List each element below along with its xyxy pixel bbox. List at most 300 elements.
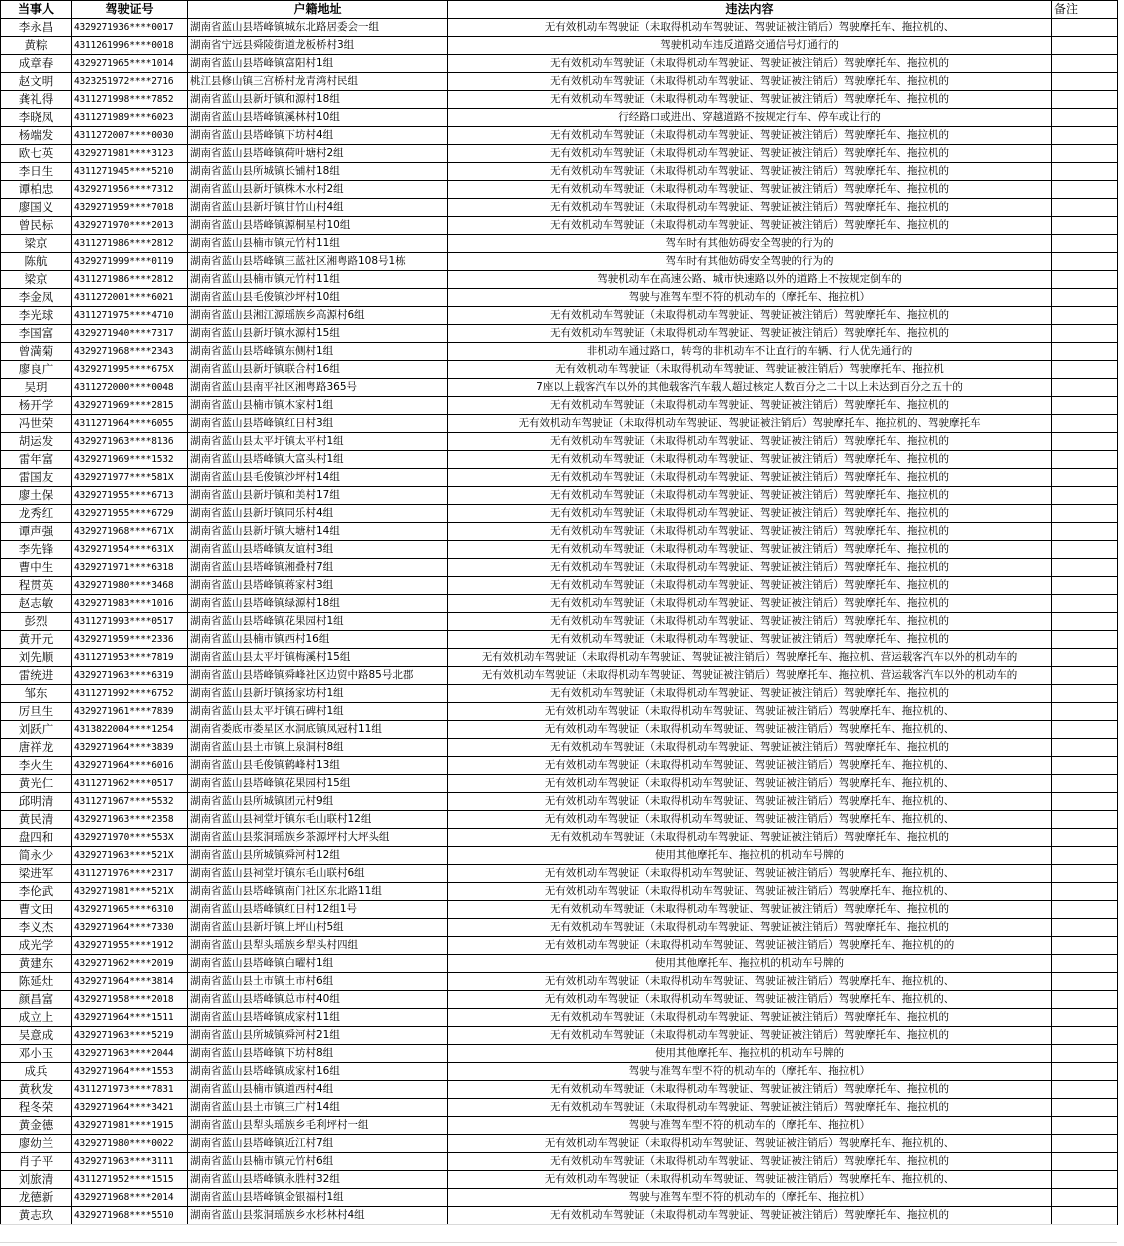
violation-cell[interactable]: 无有效机动车驾驶证（未取得机动车驾驶证、驾驶证被注销后）驾驶摩托车、拖拉机 <box>448 361 1052 379</box>
remark-cell[interactable] <box>1052 883 1118 901</box>
address-cell[interactable]: 湖南省蓝山县新圩镇甘竹山村4组 <box>188 199 448 217</box>
license-number-cell[interactable]: 4329271954****631X <box>72 541 188 559</box>
remark-cell[interactable] <box>1052 631 1118 649</box>
license-number-cell[interactable]: 4311271986****2812 <box>72 271 188 289</box>
license-number-cell[interactable]: 4329271983****1016 <box>72 595 188 613</box>
violation-cell[interactable]: 无有效机动车驾驶证（未取得机动车驾驶证、驾驶证被注销后）驾驶摩托车、拖拉机的 <box>448 739 1052 757</box>
address-cell[interactable]: 湖南省蓝山县毛俊镇沙坪村14组 <box>188 469 448 487</box>
party-name-cell[interactable]: 黄光仁 <box>1 775 72 793</box>
address-cell[interactable]: 湖南省蓝山县塔峰镇红日村12组1号 <box>188 901 448 919</box>
party-name-cell[interactable]: 盘四和 <box>1 829 72 847</box>
address-cell[interactable]: 湖南省蓝山县新圩镇上坪山村5组 <box>188 919 448 937</box>
party-name-cell[interactable]: 廖良广 <box>1 361 72 379</box>
party-name-cell[interactable]: 廖土保 <box>1 487 72 505</box>
license-number-cell[interactable]: 4329271962****2019 <box>72 955 188 973</box>
license-number-cell[interactable]: 4311271975****4710 <box>72 307 188 325</box>
violation-cell[interactable]: 无有效机动车驾驶证（未取得机动车驾驶证、驾驶证被注销后）驾驶摩托车、拖拉机的、 <box>448 793 1052 811</box>
address-cell[interactable]: 湖南省蓝山县浆洞瑶族乡水杉林村4组 <box>188 1207 448 1225</box>
party-name-cell[interactable]: 谭声强 <box>1 523 72 541</box>
remark-cell[interactable] <box>1052 1135 1118 1153</box>
license-number-cell[interactable]: 4329271965****1014 <box>72 55 188 73</box>
address-cell[interactable]: 湖南省蓝山县毛俊镇沙坪村10组 <box>188 289 448 307</box>
license-number-cell[interactable]: 4311272001****6021 <box>72 289 188 307</box>
address-cell[interactable]: 湖南省蓝山县浆洞瑶族乡茶源坪村大坪头组 <box>188 829 448 847</box>
remark-cell[interactable] <box>1052 1153 1118 1171</box>
remark-cell[interactable] <box>1052 217 1118 235</box>
license-number-cell[interactable]: 4329271964****7330 <box>72 919 188 937</box>
violation-cell[interactable]: 无有效机动车驾驶证（未取得机动车驾驶证、驾驶证被注销后）驾驶摩托车、拖拉机的 <box>448 325 1052 343</box>
violation-cell[interactable]: 无有效机动车驾驶证（未取得机动车驾驶证、驾驶证被注销后）驾驶摩托车、拖拉机的、 <box>448 775 1052 793</box>
remark-cell[interactable] <box>1052 1099 1118 1117</box>
license-number-cell[interactable]: 4311271962****0517 <box>72 775 188 793</box>
license-number-cell[interactable]: 4329271959****7018 <box>72 199 188 217</box>
license-number-cell[interactable]: 4311271952****1515 <box>72 1171 188 1189</box>
license-number-cell[interactable]: 4329271968****5510 <box>72 1207 188 1225</box>
license-number-cell[interactable]: 4311271989****6023 <box>72 109 188 127</box>
violation-cell[interactable]: 无有效机动车驾驶证（未取得机动车驾驶证、驾驶证被注销后）驾驶摩托车、拖拉机的、 <box>448 865 1052 883</box>
party-name-cell[interactable]: 李国富 <box>1 325 72 343</box>
remark-cell[interactable] <box>1052 595 1118 613</box>
violation-cell[interactable]: 非机动车通过路口，转弯的非机动车不让直行的车辆、行人优先通行的 <box>448 343 1052 361</box>
address-cell[interactable]: 湖南省蓝山县塔峰镇总市村40组 <box>188 991 448 1009</box>
address-cell[interactable]: 湖南省蓝山县塔峰镇下坊村8组 <box>188 1045 448 1063</box>
address-cell[interactable]: 湖南省蓝山县祠堂圩镇东毛山联村12组 <box>188 811 448 829</box>
violation-cell[interactable]: 无有效机动车驾驶证（未取得机动车驾驶证、驾驶证被注销后）驾驶摩托车、拖拉机的 <box>448 685 1052 703</box>
party-name-cell[interactable]: 雷统进 <box>1 667 72 685</box>
remark-cell[interactable] <box>1052 181 1118 199</box>
party-name-cell[interactable]: 黄粽 <box>1 37 72 55</box>
violation-cell[interactable]: 无有效机动车驾驶证（未取得机动车驾驶证、驾驶证被注销后）驾驶摩托车、拖拉机、营运载客汽车以外的机动车的 <box>448 667 1052 685</box>
violation-cell[interactable]: 无有效机动车驾驶证（未取得机动车驾驶证、驾驶证被注销后）驾驶摩托车、拖拉机的、 <box>448 1135 1052 1153</box>
party-name-cell[interactable]: 杨开学 <box>1 397 72 415</box>
address-cell[interactable]: 湖南省蓝山县塔峰镇近江村7组 <box>188 1135 448 1153</box>
address-cell[interactable]: 湖南省蓝山县新圩镇同乐村4组 <box>188 505 448 523</box>
address-cell[interactable]: 湖南省蓝山县祠堂圩镇东毛山联村6组 <box>188 865 448 883</box>
violation-cell[interactable]: 无有效机动车驾驶证（未取得机动车驾驶证、驾驶证被注销后）驾驶摩托车、拖拉机的 <box>448 1009 1052 1027</box>
address-cell[interactable]: 湖南省宁远县舜陵街道龙板桥村3组 <box>188 37 448 55</box>
party-name-cell[interactable]: 雷年富 <box>1 451 72 469</box>
address-cell[interactable]: 湖南省蓝山县新圩镇水源村15组 <box>188 325 448 343</box>
violation-cell[interactable]: 无有效机动车驾驶证（未取得机动车驾驶证、驾驶证被注销后）驾驶摩托车、拖拉机的、 <box>448 883 1052 901</box>
address-cell[interactable]: 湖南省蓝山县塔峰镇红日村3组 <box>188 415 448 433</box>
party-name-cell[interactable]: 成章春 <box>1 55 72 73</box>
remark-cell[interactable] <box>1052 253 1118 271</box>
violation-cell[interactable]: 驾车时有其他妨碍安全驾驶的行为的 <box>448 235 1052 253</box>
violation-cell[interactable]: 无有效机动车驾驶证（未取得机动车驾驶证、驾驶证被注销后）驾驶摩托车、拖拉机的 <box>448 595 1052 613</box>
party-name-cell[interactable]: 程冬荣 <box>1 1099 72 1117</box>
license-number-cell[interactable]: 4311272007****0030 <box>72 127 188 145</box>
party-name-cell[interactable]: 梁京 <box>1 235 72 253</box>
license-number-cell[interactable]: 4329271958****2018 <box>72 991 188 1009</box>
party-name-cell[interactable]: 雷国友 <box>1 469 72 487</box>
violation-cell[interactable]: 驾驶与准驾车型不符的机动车的（摩托车、拖拉机） <box>448 1063 1052 1081</box>
violation-cell[interactable]: 7座以上载客汽车以外的其他载客汽车载人超过核定人数百分之二十以上未达到百分之五十的 <box>448 379 1052 397</box>
license-number-cell[interactable]: 4329271964****3839 <box>72 739 188 757</box>
party-name-cell[interactable]: 欧七英 <box>1 145 72 163</box>
party-name-cell[interactable]: 李日生 <box>1 163 72 181</box>
party-name-cell[interactable]: 龙德新 <box>1 1189 72 1207</box>
violation-cell[interactable]: 无有效机动车驾驶证（未取得机动车驾驶证、驾驶证被注销后）驾驶摩托车、拖拉机的 <box>448 541 1052 559</box>
license-number-cell[interactable]: 4329271981****3123 <box>72 145 188 163</box>
violation-cell[interactable]: 驾车时有其他妨碍安全驾驶的行为的 <box>448 253 1052 271</box>
address-cell[interactable]: 湖南省蓝山县楠市镇道西村4组 <box>188 1081 448 1099</box>
violation-cell[interactable]: 无有效机动车驾驶证（未取得机动车驾驶证、驾驶证被注销后）驾驶摩托车、拖拉机的 <box>448 181 1052 199</box>
party-name-cell[interactable]: 邓小玉 <box>1 1045 72 1063</box>
violation-cell[interactable]: 无有效机动车驾驶证（未取得机动车驾驶证、驾驶证被注销后）驾驶摩托车、拖拉机的 <box>448 1207 1052 1225</box>
violation-cell[interactable]: 无有效机动车驾驶证（未取得机动车驾驶证、驾驶证被注销后）驾驶摩托车、拖拉机的、 <box>448 757 1052 775</box>
party-name-cell[interactable]: 廖幼兰 <box>1 1135 72 1153</box>
address-cell[interactable]: 湖南省蓝山县太平圩镇太平村1组 <box>188 433 448 451</box>
violation-cell[interactable]: 无有效机动车驾驶证（未取得机动车驾驶证、驾驶证被注销后）驾驶摩托车、拖拉机的 <box>448 91 1052 109</box>
party-name-cell[interactable]: 廖国义 <box>1 199 72 217</box>
remark-cell[interactable] <box>1052 937 1118 955</box>
violation-cell[interactable]: 无有效机动车驾驶证（未取得机动车驾驶证、驾驶证被注销后）驾驶摩托车、拖拉机的 <box>448 829 1052 847</box>
remark-cell[interactable] <box>1052 415 1118 433</box>
address-cell[interactable]: 湖南省蓝山县所城镇舜河村21组 <box>188 1027 448 1045</box>
remark-cell[interactable] <box>1052 1009 1118 1027</box>
license-number-cell[interactable]: 4311272000****0048 <box>72 379 188 397</box>
party-name-cell[interactable]: 赵志敏 <box>1 595 72 613</box>
violation-cell[interactable]: 无有效机动车驾驶证（未取得机动车驾驶证、驾驶证被注销后）驾驶摩托车、拖拉机的 <box>448 73 1052 91</box>
party-name-cell[interactable]: 黄开元 <box>1 631 72 649</box>
violation-cell[interactable]: 无有效机动车驾驶证（未取得机动车驾驶证、驾驶证被注销后）驾驶摩托车、拖拉机的、 <box>448 973 1052 991</box>
party-name-cell[interactable]: 梁京 <box>1 271 72 289</box>
remark-cell[interactable] <box>1052 127 1118 145</box>
remark-cell[interactable] <box>1052 109 1118 127</box>
license-number-cell[interactable]: 4311271967****5532 <box>72 793 188 811</box>
address-cell[interactable]: 湖南省蓝山县所城镇团元村9组 <box>188 793 448 811</box>
party-name-cell[interactable]: 吴意成 <box>1 1027 72 1045</box>
violation-cell[interactable]: 无有效机动车驾驶证（未取得机动车驾驶证、驾驶证被注销后）驾驶摩托车、拖拉机的 <box>448 1027 1052 1045</box>
remark-cell[interactable] <box>1052 973 1118 991</box>
party-name-cell[interactable]: 彭烈 <box>1 613 72 631</box>
violation-cell[interactable]: 无有效机动车驾驶证（未取得机动车驾驶证、驾驶证被注销后）驾驶摩托车、拖拉机的 <box>448 523 1052 541</box>
license-number-cell[interactable]: 4311271964****6055 <box>72 415 188 433</box>
party-name-cell[interactable]: 黄秋发 <box>1 1081 72 1099</box>
violation-cell[interactable]: 无有效机动车驾驶证（未取得机动车驾驶证、驾驶证被注销后）驾驶摩托车、拖拉机的 <box>448 199 1052 217</box>
party-name-cell[interactable]: 黄金德 <box>1 1117 72 1135</box>
violation-cell[interactable]: 无有效机动车驾驶证（未取得机动车驾驶证、驾驶证被注销后）驾驶摩托车、拖拉机的、 <box>448 721 1052 739</box>
violation-cell[interactable]: 驾驶机动车违反道路交通信号灯通行的 <box>448 37 1052 55</box>
address-cell[interactable]: 湖南省蓝山县犁头瑶族乡毛利坪村一组 <box>188 1117 448 1135</box>
violation-cell[interactable]: 无有效机动车驾驶证（未取得机动车驾驶证、驾驶证被注销后）驾驶摩托车、拖拉机的、驾驶摩托车 <box>448 415 1052 433</box>
violation-cell[interactable]: 使用其他摩托车、拖拉机的机动车号牌的 <box>448 1045 1052 1063</box>
remark-cell[interactable] <box>1052 1027 1118 1045</box>
party-name-cell[interactable]: 成光学 <box>1 937 72 955</box>
remark-cell[interactable] <box>1052 73 1118 91</box>
party-name-cell[interactable]: 厉旦生 <box>1 703 72 721</box>
violation-cell[interactable]: 无有效机动车驾驶证（未取得机动车驾驶证、驾驶证被注销后）驾驶摩托车、拖拉机的 <box>448 469 1052 487</box>
violation-cell[interactable]: 无有效机动车驾驶证（未取得机动车驾驶证、驾驶证被注销后）驾驶摩托车、拖拉机的、 <box>448 1171 1052 1189</box>
party-name-cell[interactable]: 李晓凤 <box>1 109 72 127</box>
license-number-cell[interactable]: 4329271964****3814 <box>72 973 188 991</box>
address-cell[interactable]: 湖南省蓝山县楠市镇木家村1组 <box>188 397 448 415</box>
address-cell[interactable]: 湖南省蓝山县塔峰镇成家村11组 <box>188 1009 448 1027</box>
remark-cell[interactable] <box>1052 1117 1118 1135</box>
remark-cell[interactable] <box>1052 703 1118 721</box>
license-number-cell[interactable]: 4311271945****5210 <box>72 163 188 181</box>
remark-cell[interactable] <box>1052 1063 1118 1081</box>
address-cell[interactable]: 湖南省蓝山县塔峰镇花果园村1组 <box>188 613 448 631</box>
party-name-cell[interactable]: 李火生 <box>1 757 72 775</box>
remark-cell[interactable] <box>1052 721 1118 739</box>
license-number-cell[interactable]: 4329271969****1532 <box>72 451 188 469</box>
violation-cell[interactable]: 无有效机动车驾驶证（未取得机动车驾驶证、驾驶证被注销后）驾驶摩托车、拖拉机的 <box>448 397 1052 415</box>
address-cell[interactable]: 湖南省蓝山县塔峰镇大富头村1组 <box>188 451 448 469</box>
address-cell[interactable]: 湖南省蓝山县塔峰镇永胜村32组 <box>188 1171 448 1189</box>
address-cell[interactable]: 湖南省蓝山县塔峰镇南门社区东北路11组 <box>188 883 448 901</box>
license-number-cell[interactable]: 4311271953****7819 <box>72 649 188 667</box>
violation-cell[interactable]: 无有效机动车驾驶证（未取得机动车驾驶证、驾驶证被注销后）驾驶摩托车、拖拉机的的 <box>448 937 1052 955</box>
license-number-cell[interactable]: 4329271963****3111 <box>72 1153 188 1171</box>
remark-cell[interactable] <box>1052 523 1118 541</box>
license-number-cell[interactable]: 4323251972****2716 <box>72 73 188 91</box>
party-name-cell[interactable]: 曹中生 <box>1 559 72 577</box>
remark-cell[interactable] <box>1052 1207 1118 1225</box>
address-cell[interactable]: 湖南省蓝山县塔峰镇城东北路居委会一组 <box>188 19 448 37</box>
license-number-cell[interactable]: 4329271956****7312 <box>72 181 188 199</box>
remark-cell[interactable] <box>1052 613 1118 631</box>
address-cell[interactable]: 湖南省蓝山县所城镇舜河村12组 <box>188 847 448 865</box>
party-name-cell[interactable]: 冯世荣 <box>1 415 72 433</box>
address-cell[interactable]: 湖南省蓝山县塔峰镇源桐星村10组 <box>188 217 448 235</box>
address-cell[interactable]: 湖南省蓝山县塔峰镇溪林村10组 <box>188 109 448 127</box>
address-cell[interactable]: 湖南省蓝山县塔峰镇金银福村1组 <box>188 1189 448 1207</box>
violation-cell[interactable]: 无有效机动车驾驶证（未取得机动车驾驶证、驾驶证被注销后）驾驶摩托车、拖拉机的 <box>448 487 1052 505</box>
address-cell[interactable]: 桃江县修山镇三宫桥村龙青湾村民组 <box>188 73 448 91</box>
license-number-cell[interactable]: 4329271964****3421 <box>72 1099 188 1117</box>
license-number-cell[interactable]: 4329271968****2343 <box>72 343 188 361</box>
license-number-cell[interactable]: 4329271999****0119 <box>72 253 188 271</box>
license-number-cell[interactable]: 4329271940****7317 <box>72 325 188 343</box>
address-cell[interactable]: 湖南省蓝山县塔峰镇白曜村1组 <box>188 955 448 973</box>
license-number-cell[interactable]: 4311271986****2812 <box>72 235 188 253</box>
remark-cell[interactable] <box>1052 343 1118 361</box>
party-name-cell[interactable]: 邱明清 <box>1 793 72 811</box>
remark-cell[interactable] <box>1052 235 1118 253</box>
license-number-cell[interactable]: 4329271955****6729 <box>72 505 188 523</box>
remark-cell[interactable] <box>1052 307 1118 325</box>
violation-cell[interactable]: 无有效机动车驾驶证（未取得机动车驾驶证、驾驶证被注销后）驾驶摩托车、拖拉机的 <box>448 559 1052 577</box>
license-number-cell[interactable]: 4311271993****0517 <box>72 613 188 631</box>
license-number-cell[interactable]: 4311271992****6752 <box>72 685 188 703</box>
party-name-cell[interactable]: 黄建东 <box>1 955 72 973</box>
license-number-cell[interactable]: 4329271981****1915 <box>72 1117 188 1135</box>
address-cell[interactable]: 湖南省娄底市娄星区水洞底镇凤冠村11组 <box>188 721 448 739</box>
license-number-cell[interactable]: 4329271965****6310 <box>72 901 188 919</box>
remark-cell[interactable] <box>1052 577 1118 595</box>
remark-cell[interactable] <box>1052 469 1118 487</box>
address-cell[interactable]: 湖南省蓝山县犁头瑶族乡犁头村四组 <box>188 937 448 955</box>
party-name-cell[interactable]: 刘跃广 <box>1 721 72 739</box>
remark-cell[interactable] <box>1052 955 1118 973</box>
remark-cell[interactable] <box>1052 901 1118 919</box>
violation-cell[interactable]: 驾驶机动车在高速公路、城市快速路以外的道路上不按规定倒车的 <box>448 271 1052 289</box>
remark-cell[interactable] <box>1052 271 1118 289</box>
address-cell[interactable]: 湖南省蓝山县南平社区湘粤路365号 <box>188 379 448 397</box>
license-number-cell[interactable]: 4329271964****1553 <box>72 1063 188 1081</box>
party-name-cell[interactable]: 刘旅清 <box>1 1171 72 1189</box>
address-cell[interactable]: 湖南省蓝山县新圩镇株木水村2组 <box>188 181 448 199</box>
party-name-cell[interactable]: 简永少 <box>1 847 72 865</box>
license-number-cell[interactable]: 4329271963****6319 <box>72 667 188 685</box>
remark-cell[interactable] <box>1052 397 1118 415</box>
license-number-cell[interactable]: 4329271955****1912 <box>72 937 188 955</box>
remark-cell[interactable] <box>1052 757 1118 775</box>
license-number-cell[interactable]: 4311261996****0018 <box>72 37 188 55</box>
violation-cell[interactable]: 无有效机动车驾驶证（未取得机动车驾驶证、驾驶证被注销后）驾驶摩托车、拖拉机的 <box>448 55 1052 73</box>
violation-cell[interactable]: 驾驶与准驾车型不符的机动车的（摩托车、拖拉机） <box>448 1189 1052 1207</box>
remark-cell[interactable] <box>1052 163 1118 181</box>
remark-cell[interactable] <box>1052 325 1118 343</box>
violation-cell[interactable]: 使用其他摩托车、拖拉机的机动车号牌的 <box>448 847 1052 865</box>
party-name-cell[interactable]: 李伦武 <box>1 883 72 901</box>
remark-cell[interactable] <box>1052 361 1118 379</box>
remark-cell[interactable] <box>1052 451 1118 469</box>
remark-cell[interactable] <box>1052 847 1118 865</box>
license-number-cell[interactable]: 4329271963****8136 <box>72 433 188 451</box>
address-cell[interactable]: 湖南省蓝山县湘江源瑶族乡高源村6组 <box>188 307 448 325</box>
license-number-cell[interactable]: 4329271968****671X <box>72 523 188 541</box>
address-cell[interactable]: 湖南省蓝山县塔峰镇荷叶塘村2组 <box>188 145 448 163</box>
party-name-cell[interactable]: 刘先顺 <box>1 649 72 667</box>
address-cell[interactable]: 湖南省蓝山县土市镇三广村14组 <box>188 1099 448 1117</box>
violation-cell[interactable]: 无有效机动车驾驶证（未取得机动车驾驶证、驾驶证被注销后）驾驶摩托车、拖拉机的 <box>448 901 1052 919</box>
license-number-cell[interactable]: 4329271995****675X <box>72 361 188 379</box>
address-cell[interactable]: 湖南省蓝山县塔峰镇蒋家村3组 <box>188 577 448 595</box>
party-name-cell[interactable]: 黄民清 <box>1 811 72 829</box>
license-number-cell[interactable]: 4329271968****2014 <box>72 1189 188 1207</box>
remark-cell[interactable] <box>1052 829 1118 847</box>
party-name-cell[interactable]: 龙秀红 <box>1 505 72 523</box>
violation-cell[interactable]: 驾驶与准驾车型不符的机动车的（摩托车、拖拉机） <box>448 1117 1052 1135</box>
license-number-cell[interactable]: 4329271963****2044 <box>72 1045 188 1063</box>
violation-cell[interactable]: 无有效机动车驾驶证（未取得机动车驾驶证、驾驶证被注销后）驾驶摩托车、拖拉机的 <box>448 217 1052 235</box>
license-number-cell[interactable]: 4313822004****1254 <box>72 721 188 739</box>
address-cell[interactable]: 湖南省蓝山县所城镇长铺村18组 <box>188 163 448 181</box>
party-name-cell[interactable]: 李光球 <box>1 307 72 325</box>
license-number-cell[interactable]: 4329271963****521X <box>72 847 188 865</box>
party-name-cell[interactable]: 吴玥 <box>1 379 72 397</box>
party-name-cell[interactable]: 杨端发 <box>1 127 72 145</box>
remark-cell[interactable] <box>1052 667 1118 685</box>
remark-cell[interactable] <box>1052 919 1118 937</box>
remark-cell[interactable] <box>1052 1045 1118 1063</box>
violation-cell[interactable]: 无有效机动车驾驶证（未取得机动车驾驶证、驾驶证被注销后）驾驶摩托车、拖拉机的 <box>448 163 1052 181</box>
address-cell[interactable]: 湖南省蓝山县楠市镇元竹村6组 <box>188 1153 448 1171</box>
remark-cell[interactable] <box>1052 37 1118 55</box>
remark-cell[interactable] <box>1052 19 1118 37</box>
party-name-cell[interactable]: 曹文田 <box>1 901 72 919</box>
address-cell[interactable]: 湖南省蓝山县塔峰镇花果园村15组 <box>188 775 448 793</box>
address-cell[interactable]: 湖南省蓝山县塔峰镇东侧村1组 <box>188 343 448 361</box>
violation-cell[interactable]: 驾驶与准驾车型不符的机动车的（摩托车、拖拉机） <box>448 289 1052 307</box>
violation-cell[interactable]: 无有效机动车驾驶证（未取得机动车驾驶证、驾驶证被注销后）驾驶摩托车、拖拉机的 <box>448 433 1052 451</box>
party-name-cell[interactable]: 邹东 <box>1 685 72 703</box>
address-cell[interactable]: 湖南省蓝山县楠市镇元竹村11组 <box>188 235 448 253</box>
party-name-cell[interactable]: 颜昌富 <box>1 991 72 1009</box>
remark-cell[interactable] <box>1052 991 1118 1009</box>
remark-cell[interactable] <box>1052 865 1118 883</box>
license-number-cell[interactable]: 4311271973****7831 <box>72 1081 188 1099</box>
violation-cell[interactable]: 无有效机动车驾驶证（未取得机动车驾驶证、驾驶证被注销后）驾驶摩托车、拖拉机的 <box>448 127 1052 145</box>
party-name-cell[interactable]: 梁进军 <box>1 865 72 883</box>
address-cell[interactable]: 湖南省蓝山县毛俊镇鹤峰村13组 <box>188 757 448 775</box>
remark-cell[interactable] <box>1052 145 1118 163</box>
party-name-cell[interactable]: 程贯英 <box>1 577 72 595</box>
party-name-cell[interactable]: 成兵 <box>1 1063 72 1081</box>
remark-cell[interactable] <box>1052 739 1118 757</box>
violation-cell[interactable]: 无有效机动车驾驶证（未取得机动车驾驶证、驾驶证被注销后）驾驶摩托车、拖拉机的、 <box>448 811 1052 829</box>
license-number-cell[interactable]: 4329271970****553X <box>72 829 188 847</box>
license-number-cell[interactable]: 4329271959****2336 <box>72 631 188 649</box>
remark-cell[interactable] <box>1052 685 1118 703</box>
party-name-cell[interactable]: 曾民标 <box>1 217 72 235</box>
party-name-cell[interactable]: 黄志玖 <box>1 1207 72 1225</box>
address-cell[interactable]: 湖南省蓝山县塔峰镇友谊村3组 <box>188 541 448 559</box>
party-name-cell[interactable]: 谭柏忠 <box>1 181 72 199</box>
violation-cell[interactable]: 无有效机动车驾驶证（未取得机动车驾驶证、驾驶证被注销后）驾驶摩托车、拖拉机的 <box>448 1081 1052 1099</box>
party-name-cell[interactable]: 陈延灶 <box>1 973 72 991</box>
remark-cell[interactable] <box>1052 505 1118 523</box>
party-name-cell[interactable]: 李金凤 <box>1 289 72 307</box>
violation-cell[interactable]: 无有效机动车驾驶证（未取得机动车驾驶证、驾驶证被注销后）驾驶摩托车、拖拉机的 <box>448 919 1052 937</box>
remark-cell[interactable] <box>1052 541 1118 559</box>
party-name-cell[interactable]: 赵文明 <box>1 73 72 91</box>
party-name-cell[interactable]: 唐祥龙 <box>1 739 72 757</box>
party-name-cell[interactable]: 李义杰 <box>1 919 72 937</box>
violation-cell[interactable]: 无有效机动车驾驶证（未取得机动车驾驶证、驾驶证被注销后）驾驶摩托车、拖拉机的 <box>448 631 1052 649</box>
address-cell[interactable]: 湖南省蓝山县楠市镇元竹村11组 <box>188 271 448 289</box>
remark-cell[interactable] <box>1052 1189 1118 1207</box>
license-number-cell[interactable]: 4329271981****521X <box>72 883 188 901</box>
party-name-cell[interactable]: 胡运发 <box>1 433 72 451</box>
address-cell[interactable]: 湖南省蓝山县太平圩镇石碑村1组 <box>188 703 448 721</box>
license-number-cell[interactable]: 4329271980****0022 <box>72 1135 188 1153</box>
address-cell[interactable]: 湖南省蓝山县塔峰镇三蓝社区湘粤路108号1栋 <box>188 253 448 271</box>
license-number-cell[interactable]: 4329271961****7839 <box>72 703 188 721</box>
party-name-cell[interactable]: 李永昌 <box>1 19 72 37</box>
address-cell[interactable]: 湖南省蓝山县塔峰镇舜峰社区边贸中路85号北郡 <box>188 667 448 685</box>
remark-cell[interactable] <box>1052 433 1118 451</box>
violation-cell[interactable]: 无有效机动车驾驶证（未取得机动车驾驶证、驾驶证被注销后）驾驶摩托车、拖拉机的、 <box>448 703 1052 721</box>
violation-cell[interactable]: 无有效机动车驾驶证（未取得机动车驾驶证、驾驶证被注销后）驾驶摩托车、拖拉机的、 <box>448 991 1052 1009</box>
address-cell[interactable]: 湖南省蓝山县新圩镇大塘村14组 <box>188 523 448 541</box>
violation-cell[interactable]: 行经路口或进出、穿越道路不按规定行车、停车或让行的 <box>448 109 1052 127</box>
license-number-cell[interactable]: 4329271977****581X <box>72 469 188 487</box>
party-name-cell[interactable]: 肖子平 <box>1 1153 72 1171</box>
address-cell[interactable]: 湖南省蓝山县新圩镇和美村17组 <box>188 487 448 505</box>
license-number-cell[interactable]: 4329271964****1511 <box>72 1009 188 1027</box>
party-name-cell[interactable]: 曾満菊 <box>1 343 72 361</box>
remark-cell[interactable] <box>1052 793 1118 811</box>
license-number-cell[interactable]: 4311271998****7852 <box>72 91 188 109</box>
violation-cell[interactable]: 无有效机动车驾驶证（未取得机动车驾驶证、驾驶证被注销后）驾驶摩托车、拖拉机的 <box>448 451 1052 469</box>
party-name-cell[interactable]: 陈航 <box>1 253 72 271</box>
license-number-cell[interactable]: 4329271970****2013 <box>72 217 188 235</box>
address-cell[interactable]: 湖南省蓝山县土市镇土市村6组 <box>188 973 448 991</box>
remark-cell[interactable] <box>1052 289 1118 307</box>
license-number-cell[interactable]: 4329271980****3468 <box>72 577 188 595</box>
address-cell[interactable]: 湖南省蓝山县塔峰镇下坊村4组 <box>188 127 448 145</box>
party-name-cell[interactable]: 李先锋 <box>1 541 72 559</box>
violation-cell[interactable]: 无有效机动车驾驶证（未取得机动车驾驶证、驾驶证被注销后）驾驶摩托车、拖拉机、营运载客汽车以外的机动车的 <box>448 649 1052 667</box>
remark-cell[interactable] <box>1052 91 1118 109</box>
address-cell[interactable]: 湖南省蓝山县新圩镇联合村16组 <box>188 361 448 379</box>
violation-cell[interactable]: 无有效机动车驾驶证（未取得机动车驾驶证、驾驶证被注销后）驾驶摩托车、拖拉机的、 <box>448 19 1052 37</box>
remark-cell[interactable] <box>1052 55 1118 73</box>
address-cell[interactable]: 湖南省蓝山县新圩镇扬家坊村1组 <box>188 685 448 703</box>
